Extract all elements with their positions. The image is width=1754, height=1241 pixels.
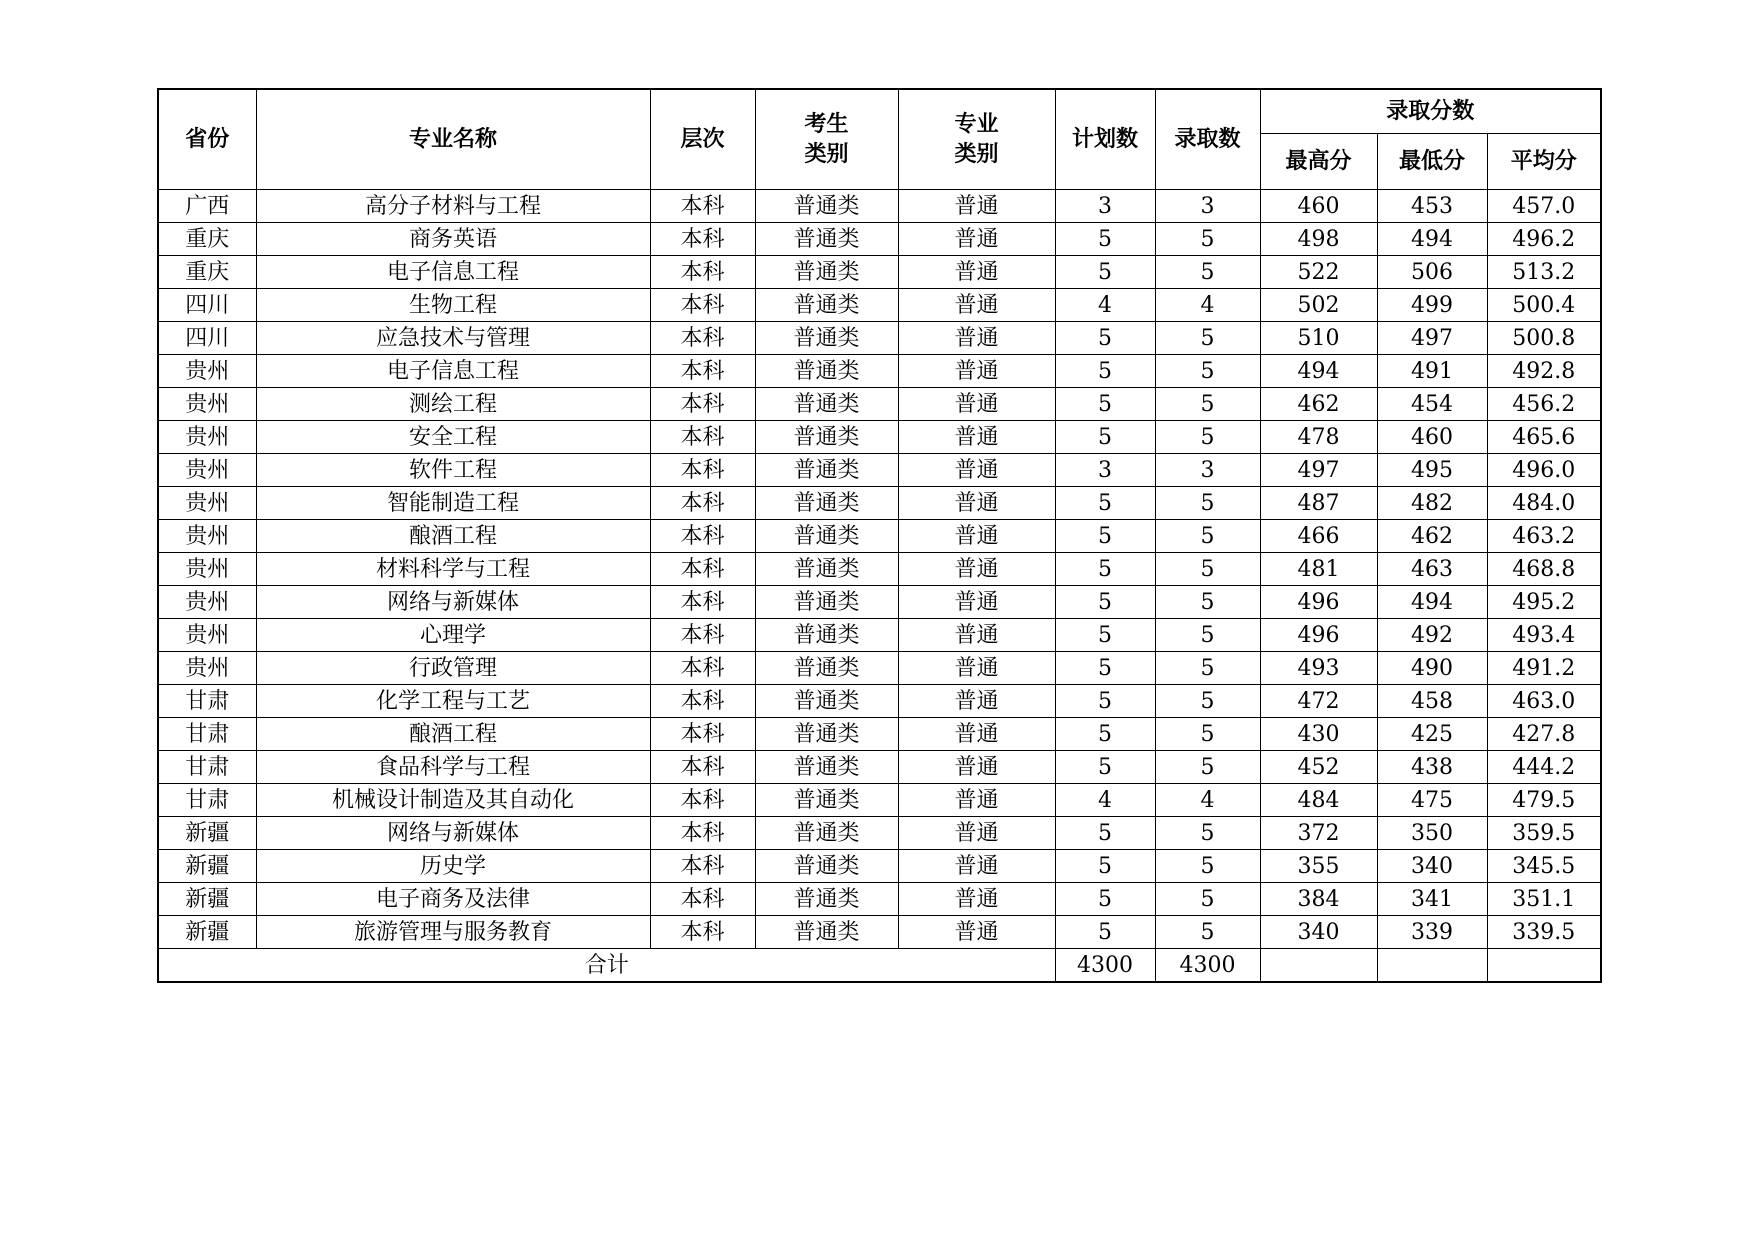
- table-row: [158, 553, 1601, 586]
- cell-student-type: 普通类: [755, 454, 898, 487]
- cell-plan: 5: [1055, 652, 1155, 685]
- cell-student-type: 普通类: [755, 223, 898, 256]
- cell-major-type: 普通: [898, 850, 1055, 883]
- cell-admitted: 5: [1155, 223, 1260, 256]
- total-admitted: 4300: [1155, 949, 1260, 983]
- cell-min-score: 490: [1377, 652, 1487, 685]
- cell-avg-score: 339.5: [1487, 916, 1601, 949]
- cell-plan: 5: [1055, 619, 1155, 652]
- table-row: [158, 421, 1601, 454]
- cell-major-type: 普通: [898, 190, 1055, 223]
- table-row: [158, 388, 1601, 421]
- cell-admitted: 5: [1155, 520, 1260, 553]
- cell-province: 贵州: [158, 388, 256, 421]
- cell-max-score: 478: [1260, 421, 1377, 454]
- cell-min-score: 425: [1377, 718, 1487, 751]
- cell-major-type: 普通: [898, 223, 1055, 256]
- cell-student-type: 普通类: [755, 256, 898, 289]
- cell-student-type: 普通类: [755, 289, 898, 322]
- cell-student-type: 普通类: [755, 850, 898, 883]
- total-label: 合计: [158, 949, 1055, 983]
- table-row: [158, 784, 1601, 817]
- cell-max-score: 498: [1260, 223, 1377, 256]
- table-row: [158, 685, 1601, 718]
- cell-admitted: 5: [1155, 685, 1260, 718]
- cell-major: 化学工程与工艺: [256, 685, 650, 718]
- cell-min-score: 341: [1377, 883, 1487, 916]
- header-major-type-line2: 类别: [954, 141, 999, 167]
- cell-major: 生物工程: [256, 289, 650, 322]
- cell-major-type: 普通: [898, 883, 1055, 916]
- cell-min-score: 463: [1377, 553, 1487, 586]
- cell-major: 食品科学与工程: [256, 751, 650, 784]
- cell-plan: 5: [1055, 817, 1155, 850]
- cell-student-type: 普通类: [755, 751, 898, 784]
- cell-avg-score: 465.6: [1487, 421, 1601, 454]
- total-plan: 4300: [1055, 949, 1155, 983]
- cell-avg-score: 496.2: [1487, 223, 1601, 256]
- cell-min-score: 462: [1377, 520, 1487, 553]
- cell-major-type: 普通: [898, 685, 1055, 718]
- cell-max-score: 487: [1260, 487, 1377, 520]
- cell-avg-score: 491.2: [1487, 652, 1601, 685]
- cell-plan: 5: [1055, 685, 1155, 718]
- table-row: [158, 850, 1601, 883]
- cell-avg-score: 479.5: [1487, 784, 1601, 817]
- table-row: [158, 916, 1601, 949]
- cell-avg-score: 463.0: [1487, 685, 1601, 718]
- total-row: [158, 949, 1601, 983]
- cell-avg-score: 427.8: [1487, 718, 1601, 751]
- cell-max-score: 481: [1260, 553, 1377, 586]
- cell-plan: 3: [1055, 454, 1155, 487]
- cell-plan: 5: [1055, 223, 1155, 256]
- cell-level: 本科: [650, 553, 755, 586]
- cell-max-score: 355: [1260, 850, 1377, 883]
- cell-major: 心理学: [256, 619, 650, 652]
- cell-plan: 5: [1055, 883, 1155, 916]
- cell-max-score: 452: [1260, 751, 1377, 784]
- header-admitted: 录取数: [1155, 89, 1260, 190]
- cell-max-score: 384: [1260, 883, 1377, 916]
- cell-major: 软件工程: [256, 454, 650, 487]
- cell-max-score: 372: [1260, 817, 1377, 850]
- cell-student-type: 普通类: [755, 190, 898, 223]
- cell-avg-score: 463.2: [1487, 520, 1601, 553]
- cell-major-type: 普通: [898, 619, 1055, 652]
- cell-avg-score: 513.2: [1487, 256, 1601, 289]
- cell-avg-score: 496.0: [1487, 454, 1601, 487]
- cell-avg-score: 500.4: [1487, 289, 1601, 322]
- cell-avg-score: 484.0: [1487, 487, 1601, 520]
- cell-major-type: 普通: [898, 916, 1055, 949]
- cell-student-type: 普通类: [755, 619, 898, 652]
- cell-plan: 5: [1055, 586, 1155, 619]
- cell-min-score: 494: [1377, 586, 1487, 619]
- cell-student-type: 普通类: [755, 355, 898, 388]
- cell-student-type: 普通类: [755, 685, 898, 718]
- cell-major-type: 普通: [898, 817, 1055, 850]
- cell-major: 智能制造工程: [256, 487, 650, 520]
- cell-province: 贵州: [158, 487, 256, 520]
- cell-level: 本科: [650, 487, 755, 520]
- cell-avg-score: 351.1: [1487, 883, 1601, 916]
- cell-plan: 5: [1055, 355, 1155, 388]
- cell-province: 新疆: [158, 883, 256, 916]
- cell-province: 甘肃: [158, 784, 256, 817]
- cell-min-score: 494: [1377, 223, 1487, 256]
- cell-student-type: 普通类: [755, 322, 898, 355]
- cell-major-type: 普通: [898, 487, 1055, 520]
- cell-max-score: 496: [1260, 619, 1377, 652]
- cell-major: 安全工程: [256, 421, 650, 454]
- cell-level: 本科: [650, 718, 755, 751]
- cell-admitted: 4: [1155, 784, 1260, 817]
- table-row: [158, 718, 1601, 751]
- cell-province: 重庆: [158, 256, 256, 289]
- cell-province: 贵州: [158, 421, 256, 454]
- header-major-type-line1: 专业: [954, 111, 999, 137]
- cell-major-type: 普通: [898, 322, 1055, 355]
- table-row: [158, 586, 1601, 619]
- cell-major: 应急技术与管理: [256, 322, 650, 355]
- cell-avg-score: 345.5: [1487, 850, 1601, 883]
- header-row: [158, 89, 1601, 134]
- cell-admitted: 5: [1155, 322, 1260, 355]
- cell-major-type: 普通: [898, 256, 1055, 289]
- cell-major: 旅游管理与服务教育: [256, 916, 650, 949]
- cell-level: 本科: [650, 652, 755, 685]
- cell-major: 测绘工程: [256, 388, 650, 421]
- cell-admitted: 5: [1155, 355, 1260, 388]
- cell-plan: 5: [1055, 322, 1155, 355]
- cell-max-score: 340: [1260, 916, 1377, 949]
- cell-avg-score: 468.8: [1487, 553, 1601, 586]
- cell-max-score: 502: [1260, 289, 1377, 322]
- cell-major: 材料科学与工程: [256, 553, 650, 586]
- cell-province: 甘肃: [158, 718, 256, 751]
- table-row: [158, 190, 1601, 223]
- header-plan: 计划数: [1055, 89, 1155, 190]
- cell-province: 贵州: [158, 652, 256, 685]
- cell-student-type: 普通类: [755, 520, 898, 553]
- cell-min-score: 339: [1377, 916, 1487, 949]
- cell-max-score: 472: [1260, 685, 1377, 718]
- cell-level: 本科: [650, 388, 755, 421]
- cell-student-type: 普通类: [755, 784, 898, 817]
- cell-min-score: 475: [1377, 784, 1487, 817]
- cell-min-score: 458: [1377, 685, 1487, 718]
- cell-min-score: 497: [1377, 322, 1487, 355]
- cell-level: 本科: [650, 256, 755, 289]
- cell-max-score: 496: [1260, 586, 1377, 619]
- total-max-empty: [1260, 949, 1377, 983]
- cell-admitted: 5: [1155, 388, 1260, 421]
- cell-min-score: 506: [1377, 256, 1487, 289]
- header-level: 层次: [650, 89, 755, 190]
- cell-level: 本科: [650, 586, 755, 619]
- cell-max-score: 494: [1260, 355, 1377, 388]
- table-row: [158, 223, 1601, 256]
- cell-province: 四川: [158, 289, 256, 322]
- cell-major: 网络与新媒体: [256, 586, 650, 619]
- cell-max-score: 460: [1260, 190, 1377, 223]
- cell-admitted: 5: [1155, 586, 1260, 619]
- cell-level: 本科: [650, 454, 755, 487]
- cell-min-score: 460: [1377, 421, 1487, 454]
- cell-major: 历史学: [256, 850, 650, 883]
- table-row: [158, 751, 1601, 784]
- cell-major: 电子信息工程: [256, 256, 650, 289]
- cell-province: 贵州: [158, 619, 256, 652]
- cell-major-type: 普通: [898, 289, 1055, 322]
- cell-student-type: 普通类: [755, 652, 898, 685]
- cell-max-score: 430: [1260, 718, 1377, 751]
- cell-min-score: 482: [1377, 487, 1487, 520]
- header-province: 省份: [158, 89, 256, 190]
- table-row: [158, 619, 1601, 652]
- cell-plan: 5: [1055, 916, 1155, 949]
- cell-province: 重庆: [158, 223, 256, 256]
- cell-major: 电子信息工程: [256, 355, 650, 388]
- cell-avg-score: 492.8: [1487, 355, 1601, 388]
- cell-province: 四川: [158, 322, 256, 355]
- cell-min-score: 340: [1377, 850, 1487, 883]
- cell-level: 本科: [650, 322, 755, 355]
- header-major: 专业名称: [256, 89, 650, 190]
- cell-max-score: 466: [1260, 520, 1377, 553]
- cell-admitted: 5: [1155, 487, 1260, 520]
- cell-admitted: 5: [1155, 421, 1260, 454]
- cell-province: 新疆: [158, 817, 256, 850]
- cell-avg-score: 456.2: [1487, 388, 1601, 421]
- cell-level: 本科: [650, 883, 755, 916]
- cell-admitted: 4: [1155, 289, 1260, 322]
- cell-province: 甘肃: [158, 685, 256, 718]
- header-scores: 录取分数: [1260, 89, 1601, 134]
- cell-level: 本科: [650, 619, 755, 652]
- cell-student-type: 普通类: [755, 487, 898, 520]
- cell-admitted: 5: [1155, 751, 1260, 784]
- cell-plan: 5: [1055, 487, 1155, 520]
- admission-scores-table: [157, 88, 1602, 983]
- cell-avg-score: 493.4: [1487, 619, 1601, 652]
- table-row: [158, 322, 1601, 355]
- cell-student-type: 普通类: [755, 586, 898, 619]
- cell-major-type: 普通: [898, 652, 1055, 685]
- table-row: [158, 652, 1601, 685]
- cell-major-type: 普通: [898, 553, 1055, 586]
- table-row: [158, 289, 1601, 322]
- cell-major: 商务英语: [256, 223, 650, 256]
- cell-major: 网络与新媒体: [256, 817, 650, 850]
- cell-level: 本科: [650, 784, 755, 817]
- cell-province: 贵州: [158, 355, 256, 388]
- total-min-empty: [1377, 949, 1487, 983]
- cell-plan: 5: [1055, 256, 1155, 289]
- cell-min-score: 438: [1377, 751, 1487, 784]
- cell-min-score: 453: [1377, 190, 1487, 223]
- cell-major: 行政管理: [256, 652, 650, 685]
- cell-avg-score: 457.0: [1487, 190, 1601, 223]
- cell-level: 本科: [650, 685, 755, 718]
- cell-admitted: 3: [1155, 454, 1260, 487]
- table-row: [158, 817, 1601, 850]
- cell-plan: 5: [1055, 520, 1155, 553]
- cell-plan: 5: [1055, 553, 1155, 586]
- cell-major-type: 普通: [898, 454, 1055, 487]
- cell-plan: 4: [1055, 289, 1155, 322]
- cell-min-score: 499: [1377, 289, 1487, 322]
- cell-province: 贵州: [158, 520, 256, 553]
- header-student-type-line2: 类别: [804, 141, 849, 167]
- cell-major-type: 普通: [898, 520, 1055, 553]
- cell-plan: 3: [1055, 190, 1155, 223]
- cell-plan: 4: [1055, 784, 1155, 817]
- cell-avg-score: 359.5: [1487, 817, 1601, 850]
- cell-admitted: 5: [1155, 883, 1260, 916]
- cell-student-type: 普通类: [755, 388, 898, 421]
- table-row: [158, 883, 1601, 916]
- cell-max-score: 497: [1260, 454, 1377, 487]
- header-student-type-line1: 考生: [804, 111, 849, 137]
- cell-plan: 5: [1055, 718, 1155, 751]
- cell-student-type: 普通类: [755, 553, 898, 586]
- cell-min-score: 454: [1377, 388, 1487, 421]
- cell-province: 新疆: [158, 850, 256, 883]
- cell-avg-score: 500.8: [1487, 322, 1601, 355]
- cell-max-score: 522: [1260, 256, 1377, 289]
- cell-major-type: 普通: [898, 421, 1055, 454]
- cell-student-type: 普通类: [755, 916, 898, 949]
- cell-level: 本科: [650, 421, 755, 454]
- header-min: 最低分: [1377, 134, 1487, 190]
- cell-province: 贵州: [158, 454, 256, 487]
- cell-level: 本科: [650, 289, 755, 322]
- cell-max-score: 510: [1260, 322, 1377, 355]
- cell-major-type: 普通: [898, 751, 1055, 784]
- cell-major-type: 普通: [898, 388, 1055, 421]
- cell-admitted: 5: [1155, 553, 1260, 586]
- cell-level: 本科: [650, 190, 755, 223]
- table-row: [158, 355, 1601, 388]
- table-row: [158, 454, 1601, 487]
- cell-level: 本科: [650, 355, 755, 388]
- cell-admitted: 5: [1155, 817, 1260, 850]
- cell-admitted: 5: [1155, 652, 1260, 685]
- cell-major-type: 普通: [898, 784, 1055, 817]
- cell-major: 酿酒工程: [256, 520, 650, 553]
- cell-min-score: 495: [1377, 454, 1487, 487]
- cell-province: 贵州: [158, 586, 256, 619]
- cell-admitted: 5: [1155, 718, 1260, 751]
- cell-student-type: 普通类: [755, 421, 898, 454]
- table-row: [158, 520, 1601, 553]
- cell-plan: 5: [1055, 421, 1155, 454]
- cell-major: 机械设计制造及其自动化: [256, 784, 650, 817]
- cell-min-score: 350: [1377, 817, 1487, 850]
- cell-admitted: 5: [1155, 916, 1260, 949]
- cell-major: 电子商务及法律: [256, 883, 650, 916]
- cell-major: 高分子材料与工程: [256, 190, 650, 223]
- cell-plan: 5: [1055, 388, 1155, 421]
- cell-major-type: 普通: [898, 718, 1055, 751]
- cell-admitted: 5: [1155, 256, 1260, 289]
- cell-admitted: 3: [1155, 190, 1260, 223]
- cell-plan: 5: [1055, 751, 1155, 784]
- cell-max-score: 462: [1260, 388, 1377, 421]
- cell-plan: 5: [1055, 850, 1155, 883]
- cell-level: 本科: [650, 850, 755, 883]
- table-row: [158, 487, 1601, 520]
- cell-level: 本科: [650, 751, 755, 784]
- cell-min-score: 492: [1377, 619, 1487, 652]
- cell-major-type: 普通: [898, 355, 1055, 388]
- cell-province: 贵州: [158, 553, 256, 586]
- cell-province: 甘肃: [158, 751, 256, 784]
- cell-student-type: 普通类: [755, 817, 898, 850]
- total-avg-empty: [1487, 949, 1601, 983]
- cell-admitted: 5: [1155, 619, 1260, 652]
- header-avg: 平均分: [1487, 134, 1601, 190]
- table-body: [158, 190, 1601, 949]
- cell-student-type: 普通类: [755, 883, 898, 916]
- cell-max-score: 484: [1260, 784, 1377, 817]
- table-row: [158, 256, 1601, 289]
- header-max: 最高分: [1260, 134, 1377, 190]
- cell-avg-score: 495.2: [1487, 586, 1601, 619]
- cell-level: 本科: [650, 223, 755, 256]
- cell-province: 新疆: [158, 916, 256, 949]
- cell-major-type: 普通: [898, 586, 1055, 619]
- cell-min-score: 491: [1377, 355, 1487, 388]
- header-student-type: [755, 89, 898, 190]
- cell-major: 酿酒工程: [256, 718, 650, 751]
- cell-level: 本科: [650, 916, 755, 949]
- header-major-type: [898, 89, 1055, 190]
- cell-max-score: 493: [1260, 652, 1377, 685]
- cell-student-type: 普通类: [755, 718, 898, 751]
- cell-province: 广西: [158, 190, 256, 223]
- cell-level: 本科: [650, 520, 755, 553]
- cell-avg-score: 444.2: [1487, 751, 1601, 784]
- cell-admitted: 5: [1155, 850, 1260, 883]
- cell-level: 本科: [650, 817, 755, 850]
